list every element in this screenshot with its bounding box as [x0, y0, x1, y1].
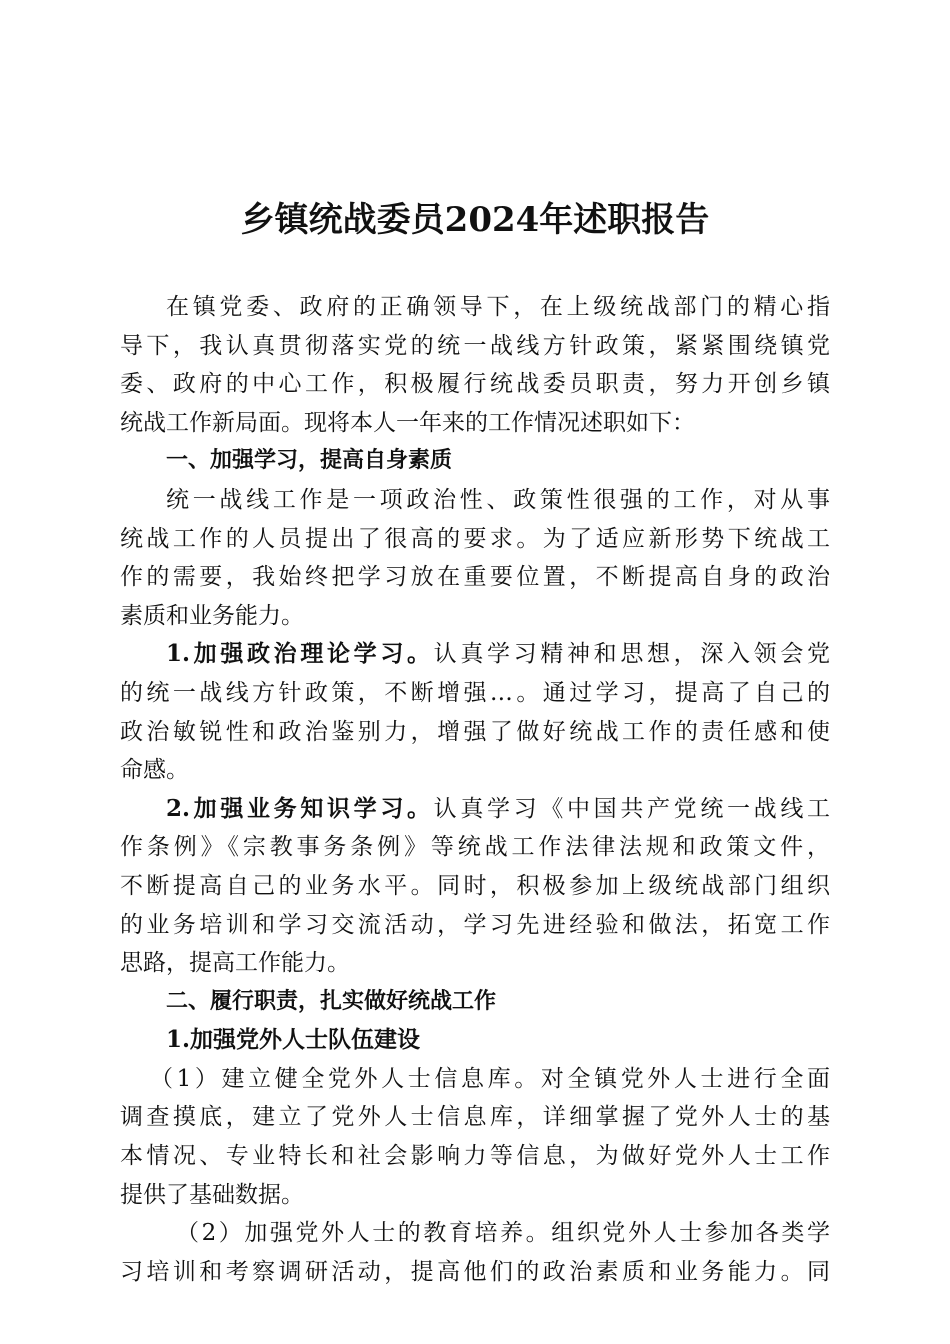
paragraph-line: 导下，我认真贯彻落实党的统一战线方针政策，紧紧围绕镇党: [120, 332, 830, 359]
paragraph-line: 委、政府的中心工作，积极履行统战委员职责，努力开创乡镇: [120, 371, 830, 398]
paragraph-line: [120, 790, 830, 829]
paragraph-line: （1）建立健全党外人士信息库。对全镇党外人士进行全面: [150, 1065, 830, 1092]
document-title: 乡镇统战委员2024年述职报告: [240, 200, 710, 240]
paragraph-line: 的统一战线方针政策，不断增强…。通过学习，提高了自己的: [120, 679, 830, 706]
paragraph-line: 素质和业务能力。: [120, 602, 304, 629]
document-body: [120, 288, 830, 1291]
paragraph-line: 的业务培训和学习交流活动，学习先进经验和做法，拓宽工作: [120, 911, 830, 938]
subheading-political-study: 1.加强政治理论学习。: [166, 640, 434, 668]
subheading-team-building: 1.加强党外人士队伍建设: [166, 1026, 421, 1054]
subheading-business-study: 2.加强业务知识学习。: [166, 794, 434, 822]
paragraph-line: 习培训和考察调研活动，提高他们的政治素质和业务能力。同: [120, 1258, 830, 1285]
paragraph-line: 在镇党委、政府的正确领导下，在上级统战部门的精心指: [166, 294, 830, 320]
paragraph-line: 本情况、专业特长和社会影响力等信息，为做好党外人士工作: [120, 1143, 830, 1170]
paragraph-line: 作的需要，我始终把学习放在重要位置，不断提高自身的政治: [120, 564, 830, 591]
paragraph-line: 不断提高自己的业务水平。同时，积极参加上级统战部门组织: [120, 872, 830, 899]
paragraph-text: 认真学习《中国共产党统一战线工: [433, 795, 830, 822]
paragraph-line: 政治敏锐性和政治鉴别力，增强了做好统战工作的责任感和使: [120, 718, 830, 745]
paragraph-text: 认真学习精神和思想，深入领会党: [433, 641, 830, 668]
paragraph-line: 统战工作的人员提出了很高的要求。为了适应新形势下统战工: [120, 525, 830, 552]
section-heading-2: 二、履行职责，扎实做好统战工作: [166, 988, 497, 1014]
paragraph-line: 提供了基础数据。: [120, 1181, 304, 1208]
paragraph-line: 作条例》《宗教事务条例》等统战工作法律法规和政策文件，: [120, 834, 830, 861]
section-heading-1: 一、加强学习，提高自身素质: [166, 448, 453, 474]
paragraph-line: （2）加强党外人士的教育培养。组织党外人士参加各类学: [176, 1220, 830, 1247]
paragraph-line: 调查摸底，建立了党外人士信息库，详细掌握了党外人士的基: [120, 1104, 830, 1131]
paragraph-line: 命感。: [120, 757, 189, 784]
paragraph-line: 统一战线工作是一项政治性、政策性很强的工作，对从事: [166, 486, 830, 513]
paragraph-line: [120, 635, 830, 674]
paragraph-line: 思路，提高工作能力。: [120, 950, 350, 977]
paragraph-line: 统战工作新局面。现将本人一年来的工作情况述职如下：: [120, 409, 695, 436]
